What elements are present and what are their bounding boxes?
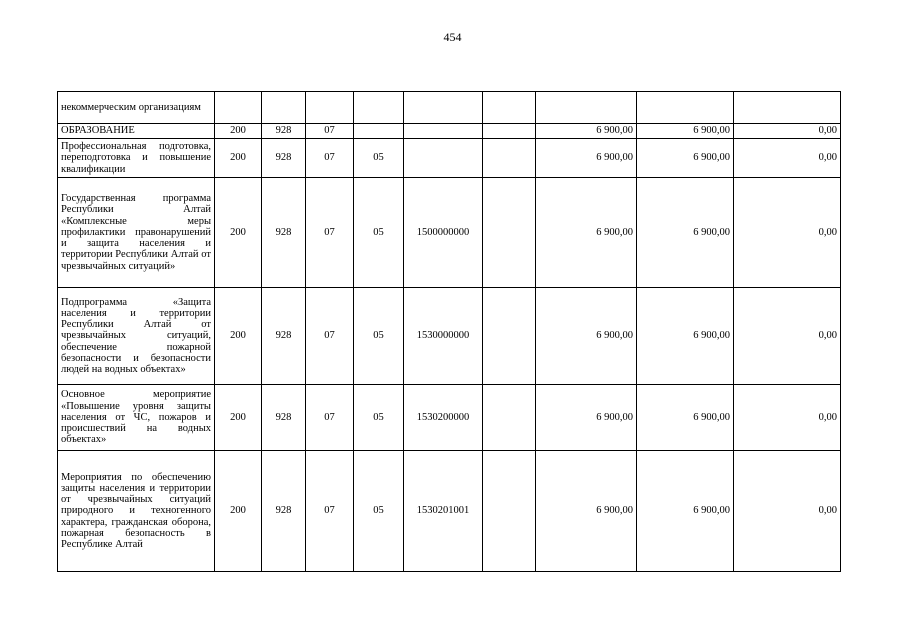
section-code-cell	[306, 92, 354, 124]
table-row	[58, 451, 841, 572]
amount-cell: 0,00	[734, 385, 841, 451]
amount-cell: 6 900,00	[637, 139, 734, 178]
code-cell	[215, 92, 262, 124]
ministry-code-cell: 928	[262, 288, 306, 385]
section-code-cell: 07	[306, 385, 354, 451]
budget-table	[57, 91, 841, 572]
row-name-cell: Мероприятия по обеспечению защиты населения и территории от чрезвычайных ситуаций природного и техногенного характера, гражданская оборона, пожарная безопасность в Республике Алтай	[58, 451, 215, 572]
amount-cell: 0,00	[734, 178, 841, 288]
amount-cell: 6 900,00	[536, 288, 637, 385]
code-cell: 200	[215, 178, 262, 288]
table-row	[58, 288, 841, 385]
subsection-code-cell: 05	[354, 451, 404, 572]
section-code-cell: 07	[306, 178, 354, 288]
row-name-cell: некоммерческим организациям	[58, 92, 215, 124]
expense-type-cell	[483, 139, 536, 178]
target-article-cell	[404, 139, 483, 178]
amount-cell: 0,00	[734, 288, 841, 385]
code-cell: 200	[215, 451, 262, 572]
amount-cell	[734, 92, 841, 124]
amount-cell: 0,00	[734, 124, 841, 139]
subsection-code-cell: 05	[354, 385, 404, 451]
target-article-cell	[404, 124, 483, 139]
row-name-cell: ОБРАЗОВАНИЕ	[58, 124, 215, 139]
section-code-cell: 07	[306, 288, 354, 385]
subsection-code-cell	[354, 92, 404, 124]
section-code-cell: 07	[306, 124, 354, 139]
target-article-cell: 1500000000	[404, 178, 483, 288]
code-cell: 200	[215, 124, 262, 139]
expense-type-cell	[483, 288, 536, 385]
expense-type-cell	[483, 124, 536, 139]
amount-cell: 0,00	[734, 139, 841, 178]
amount-cell: 6 900,00	[637, 124, 734, 139]
target-article-cell	[404, 92, 483, 124]
table-row	[58, 178, 841, 288]
expense-type-cell	[483, 385, 536, 451]
code-cell: 200	[215, 139, 262, 178]
table-row	[58, 385, 841, 451]
target-article-cell: 1530200000	[404, 385, 483, 451]
subsection-code-cell: 05	[354, 178, 404, 288]
subsection-code-cell: 05	[354, 288, 404, 385]
section-code-cell: 07	[306, 451, 354, 572]
ministry-code-cell	[262, 92, 306, 124]
row-name-cell: Подпрограмма «Защита населения и территории Республики Алтай от чрезвычайных ситуаций, обеспечение пожарной безопасности и безопасности людей на водных объектах»	[58, 288, 215, 385]
ministry-code-cell: 928	[262, 385, 306, 451]
amount-cell: 6 900,00	[536, 124, 637, 139]
subsection-code-cell	[354, 124, 404, 139]
target-article-cell: 1530201001	[404, 451, 483, 572]
code-cell: 200	[215, 288, 262, 385]
expense-type-cell	[483, 178, 536, 288]
amount-cell: 6 900,00	[536, 451, 637, 572]
amount-cell: 6 900,00	[637, 385, 734, 451]
amount-cell: 6 900,00	[536, 178, 637, 288]
page-number: 454	[443, 30, 462, 44]
ministry-code-cell: 928	[262, 178, 306, 288]
amount-cell: 6 900,00	[637, 288, 734, 385]
section-code-cell: 07	[306, 139, 354, 178]
ministry-code-cell: 928	[262, 451, 306, 572]
amount-cell: 6 900,00	[536, 385, 637, 451]
amount-cell: 6 900,00	[637, 178, 734, 288]
amount-cell	[536, 92, 637, 124]
amount-cell: 6 900,00	[637, 451, 734, 572]
target-article-cell: 1530000000	[404, 288, 483, 385]
table-row	[58, 92, 841, 124]
row-name-cell: Государственная программа Республики Алтай «Комплексные меры профилактики правонарушений и защита населения и территории Республики Алтай от чрезвычайных ситуаций»	[58, 178, 215, 288]
code-cell: 200	[215, 385, 262, 451]
table-row	[58, 139, 841, 178]
row-name-cell: Основное мероприятие «Повышение уровня защиты населения от ЧС, пожаров и происшествий на водных объектах»	[58, 385, 215, 451]
ministry-code-cell: 928	[262, 124, 306, 139]
row-name-cell: Профессиональная подготовка, переподготовка и повышение квалификации	[58, 139, 215, 178]
amount-cell	[637, 92, 734, 124]
expense-type-cell	[483, 451, 536, 572]
subsection-code-cell: 05	[354, 139, 404, 178]
expense-type-cell	[483, 92, 536, 124]
amount-cell: 0,00	[734, 451, 841, 572]
ministry-code-cell: 928	[262, 139, 306, 178]
amount-cell: 6 900,00	[536, 139, 637, 178]
table-row	[58, 124, 841, 139]
